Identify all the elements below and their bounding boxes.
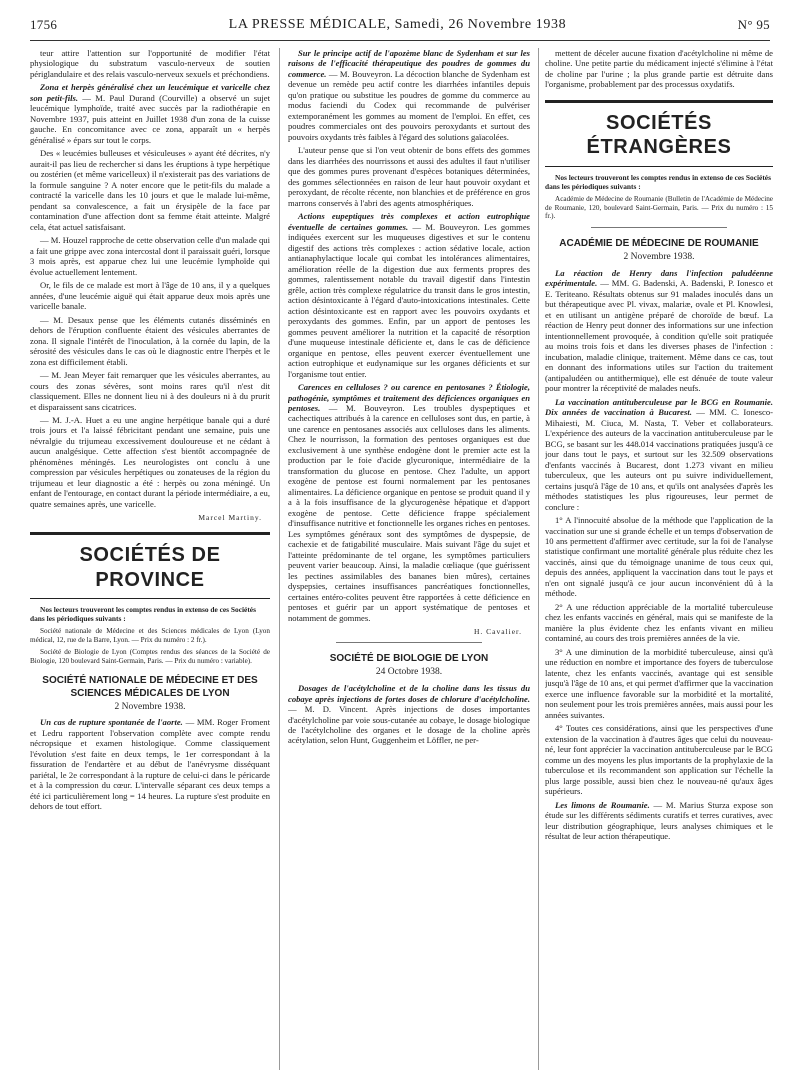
section-title-province: SOCIÉTÉS DE PROVINCE [30,532,270,599]
society-title: ACADÉMIE DE MÉDECINE DE ROUMANIE [559,238,759,250]
column-rule [538,48,539,1070]
article-bcg [545,397,773,512]
meeting-date: 24 Octobre 1938. [375,667,443,678]
paragraph: 4° Toutes ces considérations, ainsi que les perspectives d'une extension de la vaccination à d'autres âges que celui du nouveau-né, leur font apprécier la vaccination antituberculeuse par le BCG comme un des moyens les plus importants de la prophylaxie de la tuberculose et ils recommandent son application sur l'échelle la plus large possible, aussi bien chez le nouveau-né qu'aux âges supérieurs. [545,723,773,797]
page-header [30,14,770,36]
article-text: — M. Marius Sturza expose son étude sur les différents sédiments curatifs et terres curatives, avec leur distribution géographique, leurs analyses chimiques et le résultat de leur action thérapeutique. [545,799,773,842]
page-number: 1756 [30,17,58,32]
section-title-etrangeres: SOCIÉTÉS ÉTRANGÈRES [545,100,773,167]
meeting-date: 2 Novembre 1938. [623,252,695,263]
column-3 [545,48,773,1070]
article-title: La réaction de Henry dans l'infection paludéenne expérimentale. [545,267,773,289]
paragraph: — M. J.-A. Huet a eu une angine herpétique banale qui a duré trois jours et l'a laissé fébricitant pendant une semaine, puis une névralgie du trijumeau excessivement douloureuse et ne cédant à aucun analgésique. Cette affection s'est bientôt accompagnée de phénomènes méningés. Les neurologistes ont conclu à une compression par vésicules herpétiques ou zonateuses de la région du trijumeau et leur diagnostic a été : herpès ou zona méningé. Un enfant de l'entourage, en contact durant la période intermédiaire, a eu, quatre semaines après, une varicelle. [30,414,270,509]
article-zona [30,82,270,145]
paragraph: 2° A une réduction appréciable de la mortalité tuberculeuse chez les enfants vaccinés en général, mais qui se manifeste de la manière la plus évidente chez les enfants vivant en milieu contaminé, au cours des trois premières années de la vie. [545,601,773,644]
paragraph: Des « leucémies bulleuses et vésiculeuses » ayant été décrites, n'y aurait-il pas lieu de rechercher si dans les éruptions à type herpétique ou zostérien (et même varicelleux) il n'existerait pas des variations de la formule sanguine ? A noter encore que le petit-fils du malade a contracté la varicelle dans les 10 jours et que le malade lui-même, pendant sa convalescence, a fait un érysipèle de la face par contamination d'une affection dont sa femme était atteinte. Malgré cela, état actuel satisfaisant. [30,148,270,232]
society-title: SOCIÉTÉ NATIONALE DE MÉDECINE ET DES SCIENCES MÉDICALES DE LYON [42,675,258,699]
divider [591,227,728,228]
section-note: Nos lecteurs trouveront les comptes rendus in extenso de ces Sociétés dans les périodiques suivants : [545,172,771,191]
article-carences [288,382,530,623]
article-text: — MM. G. Badenski, A. Badenski, P. Ionesco et E. Teriteano. Résultats obtenus sur 91 malades inoculés dans un but thérapeutique avec Pl. vivax, malariæ, ovale et Pl. Knowlesi, et en utilisant un antigène préparé de choroïde de bœuf. La réaction de Henry peut donner des informations sur une infection intentionnellement provoquée, à condition qu'elle soit pratiquée au moins trois fois et dans les diverses phases de l'infection : incubation, maladie clinique, traitement. Même dans ce cas, tout en donnant des informations utiles sur l'action du traitement (antipaludéen ou antithermique), elle est dénuée de toute valeur pour montrer la réceptivité de malades neufs. [545,278,773,394]
article-title: Zona et herpès généralisé chez un leucémique et varicelle chez son petit-fils. [30,82,270,103]
article-title: La vaccination antituberculeuse par le BCG en Roumanie. Dix années de vaccination à Bucarest. [545,396,773,418]
section-note: Nos lecteurs trouveront les comptes rendus in extenso de ces Sociétés dans les périodiques suivants : [30,605,256,624]
column-1 [30,48,270,1070]
article-title: Dosages de l'acétylcholine et de la choline dans les tissus du cobaye après injections de fortes doses de chlorure d'acétylcholine. [288,683,530,704]
journal-title: LA PRESSE MÉDICALE, Samedi, 26 Novembre 1938 [228,17,567,32]
source-reference: Société nationale de Médecine et des Sciences médicales de Lyon (Lyon médical, 12, rue de la Barre, Lyon. — Prix du numéro : 2 fr.). [30,627,270,645]
article-text: — M. D. Vincent. Après injections de doses importantes d'acétylcholine par voie sous-cutanée au cobaye, le dosage biologique de l'acétylcholine des organes et le dosage de la choline après acétylation, selon Hunt, Guggenheim et Löffler, ne per- [288,704,530,746]
article-dosages [288,683,530,746]
header-rule [30,40,770,41]
article-title: Les limons de Roumanie. [555,799,650,810]
article-text: — M. Paul Durand (Courville) a observé un sujet leucémique lymphoïde, traité avec succès par la radiothérapie en Novembre 1937, puis atteint en Juillet 1938 d'un zona de la cuisse gauche. En concomitance avec ce zona, apparaît un « herpès généralisé » épars sur tout le corps. [30,92,270,145]
paragraph: 1° A l'innocuité absolue de la méthode que l'application de la vaccination sur une si grande échelle et un temps d'observation de 10 ans permettent d'affirmer avec certitude, sur la foi de l'analyse statistique confirmant une mortalité générale plus réduite chez les vaccinés, ainsi que du témoignage unanime de tous ceux qui, depuis des années, appliquent la vaccination dans tout le pays et n'en ont signalé jusqu'à ce jour aucun inconvénient dû à la méthode. [545,515,773,599]
paragraph: Or, le fils de ce malade est mort à l'âge de 10 ans, il y a quelques années, d'une leucémie aiguë qui était apparue deux mois après une varicelle banale. [30,280,270,312]
article-text: — M. Bouveyron. Les gommes indiquées exercent sur les muqueuses digestives et sur le contenu digestif des actions très complexes : action sédative locale, action antianaphylactique locale qui combat les intolérances alimentaires, amélioration réelle de la digestion due aux ferments propres des gommes, ralentissement notable du travail digestif dans l'intestin grêle, action très complexe régulatrice du transit dans le gros intestin, action désintoxicante à l'égard d'auto-intoxications intestinales. Cette action désintoxicante est en rapport avec les pouvoirs oxydants et peroxydants des gommes. Enfin, par un apport de pentoses les gommes peuvent améliorer la nutrition et la capacité de résorption d'une muqueuse intestinale déficiente et, dans le cas de déficience organique en pentose, elles peuvent exercer éventuellement une action eutrophique et eudynamique sur les organes déficients et sur l'organisme tout entier. [288,221,530,379]
article-title: Sur le principe actif de l'apozème blanc de Sydenham et sur les raisons de l'efficacité thérapeutique des poudres de gommes du commerce. [288,48,530,79]
article-henry [545,268,773,394]
paragraph: — M. Houzel rapproche de cette observation celle d'un malade qui a fait une grippe avec zona intercostal dont il paraissait guéri, lorsque 3 mois après, est apparue chez lui une leucémie lymphoïde qui évolue actuellement lentement. [30,235,270,277]
article-title: Actions eupeptiques très complexes et action eutrophique éventuelle de certaines gommes. [288,211,530,232]
paragraph: teur attire l'attention sur l'opportunité de modifier l'état physiologique du substratum vasculo-nerveux de soutien périglandulaire et des relais vasculo-nerveux sexuels et préchondiens. [30,48,270,79]
paragraph: — M. Desaux pense que les éléments cutanés disséminés en dehors de l'éruption confluente étaient des vésicules aberrantes de zona. Il signale l'intérêt de l'inoculation, à la cornée du lapin, de la sérosité des vésicules dans le cas où le diagnostic entre l'herpès et le zona est difficilement établi. [30,314,270,367]
article-apozeme [288,48,530,142]
article-title: Un cas de rupture spontanée de l'aorte. [40,717,183,728]
column-2 [288,48,530,1070]
article-text: — M. Bouveyron. Les troubles dyspeptiques et cachectiques attribués à la carence en celluloses sont dus, en partie, à une carence en pentosanes associés aux celluloses dans les aliments. Chez le nourrisson, la formation des pentoses organiques est due exclusivement à une synthèse endogène dont le premier acte est la production par le foie d'acide glycuronique, intermédiaire de la transformation du glucose en pentose. Chez l'adulte, un apport exogène de pentose est fourni normalement par les pentosanes alimentaires. La déficience organique en pentose se produit quand il y a à la fois insuffisance de la glycurogenèse hépatique et d'apport exogène de pentose. Cette déficience frappe spécialement d'insuffisance nutritive et fonctionnelle les organes riches en pentoses. Les symptômes généraux sont des symptômes de dyspepsie, de cachexie et de fatigabilité musculaire. Mais suivant l'âge du sujet et l'atteinte prédominante de tel organe, les symptômes particuliers peuvent varier beaucoup. Ainsi, la maladie cœliaque (que guérissent les pectines assimilables des bananes bien mûres), certaines dyspepsies, certaines insuffisances pancréatiques fonctionnelles, certaines entéro-colites peuvent être rapportées à cette déficience en pentoses et guérir par un apport systématique de pentoses et notamment de gommes. [288,402,530,623]
source-reference: Société de Biologie de Lyon (Comptes rendus des séances de la Société de Biologie, 120 boulevard Saint-Germain, Paris. — Prix du numéro : variable). [30,647,270,665]
paragraph: — M. Jean Meyer fait remarquer que les vésicules aberrantes, au cours des zonas sévères, sont moins rares qu'il n'est dit classiquement. Elles ne donnent lieu ni à des douleurs ni à du prurit et disparaissent sans cicatrices. [30,370,270,412]
article-title: Carences en celluloses ? ou carence en pentosanes ? Étiologie, pathogénie, symptômes et traitement des déficiences organiques en pentoses. [288,382,530,413]
article-text: — M. Bouveyron. La décoction blanche de Sydenham est devenue un remède peu actif contre les diarrhées infantiles depuis qu'on pratique ou substitue les poudres de gomme du commerce au modus faciendi du Codex qui recommande de pulvériser extemporanément les gommes au moment de l'emploi. En effet, ces poudres commerciales ont des pouvoirs peroxydants et surtout des pouvoirs oxydants très faibles à l'égard des solutions gaïacolées. [288,68,530,142]
paragraph: mettent de déceler aucune fixation d'acétylcholine ni même de choline. Une petite partie du médicament injecté s'élimine à l'état de choline par l'urine ; la plus grande partie est détruite dans l'organisme, probablement par des processus oxydatifs. [545,48,773,90]
meeting-date: 2 Novembre 1938. [114,701,186,712]
paragraph: 3° A une diminution de la morbidité tuberculeuse, ainsi qu'à une réduction en nombre et importance des foyers de tuberculose latente, chez les enfants vaccinés, avantage qui est sensible jusqu'à l'âge de 10 ans, et qui permet d'affirmer que la vaccination exerce une influence favorable sur la morbidité et la mortalité, non seulement pour les trois premières années, mais aussi pour les années suivantes. [545,646,773,720]
article-text: — MM. Roger Froment et Ledru rapportent l'observation complète avec compte rendu nécropsique et examen histologique. Comme classiquement l'évolution s'est faite en deux temps, le 1er correspondant à la fissuration de l'endartère et au début de l'anévrysme disséquant pariétal, le 2e correspondant à la rupture de celui-ci dans le péricarde et à la compression du cœur. L'intervalle séparant ces deux temps a été ici particulièrement long = 14 heures. La rupture s'est produite en dehors de tout effort. [30,717,270,812]
paragraph: L'auteur pense que si l'on veut obtenir de bons effets des gommes dans les diarrhées des nourrissons et aussi des adultes il faut n'utiliser que des gommes pures provenant d'espèces botaniques déterminées, des gommes sélectionnées en raison de leur haut pouvoir oxydant et peroxydant, de récolte récente, non blanchies et de préférence en gros marrons conservés à l'abri des agents atmosphériques. [288,145,530,208]
article-eupeptique [288,211,530,379]
author-signature: H. Cavalier. [473,627,522,637]
article-text: — MM. C. Ionesco-Mihaiesti, M. Ciuca, M. Nasta, T. Veber et collaborateurs. L'expérience des auteurs de la vaccination antituberculeuse par le BCG, se basant sur les 448.014 vaccinations pratiquées jusqu'à ce jour dans tout le pays, et surtout sur les 32.509 observations d'enfants vaccinés à Bucarest, dont 1.273 vivant en milieu tuberculeux, que les auteurs ont pu suivre individuellement, certains jusqu'à l'âge de 10 ans, et qu'ils ont analysées d'après les méthodes statistiques les plus rigoureuses, leur permet de conclure : [545,407,773,512]
article-aorte [30,717,270,811]
author-signature: Marcel Martiny. [198,513,262,523]
society-title: SOCIÉTÉ DE BIOLOGIE DE LYON [329,653,489,665]
divider [336,642,481,643]
article-limons [545,800,773,842]
issue-number: N° 95 [737,17,770,32]
source-reference: Académie de Médecine de Roumanie (Bulletin de l'Académie de Médecine de Roumanie, 120, boulevard Saint-Germain, Paris. — Prix du numéro : 15 fr.). [545,194,773,221]
column-rule [279,48,280,1070]
